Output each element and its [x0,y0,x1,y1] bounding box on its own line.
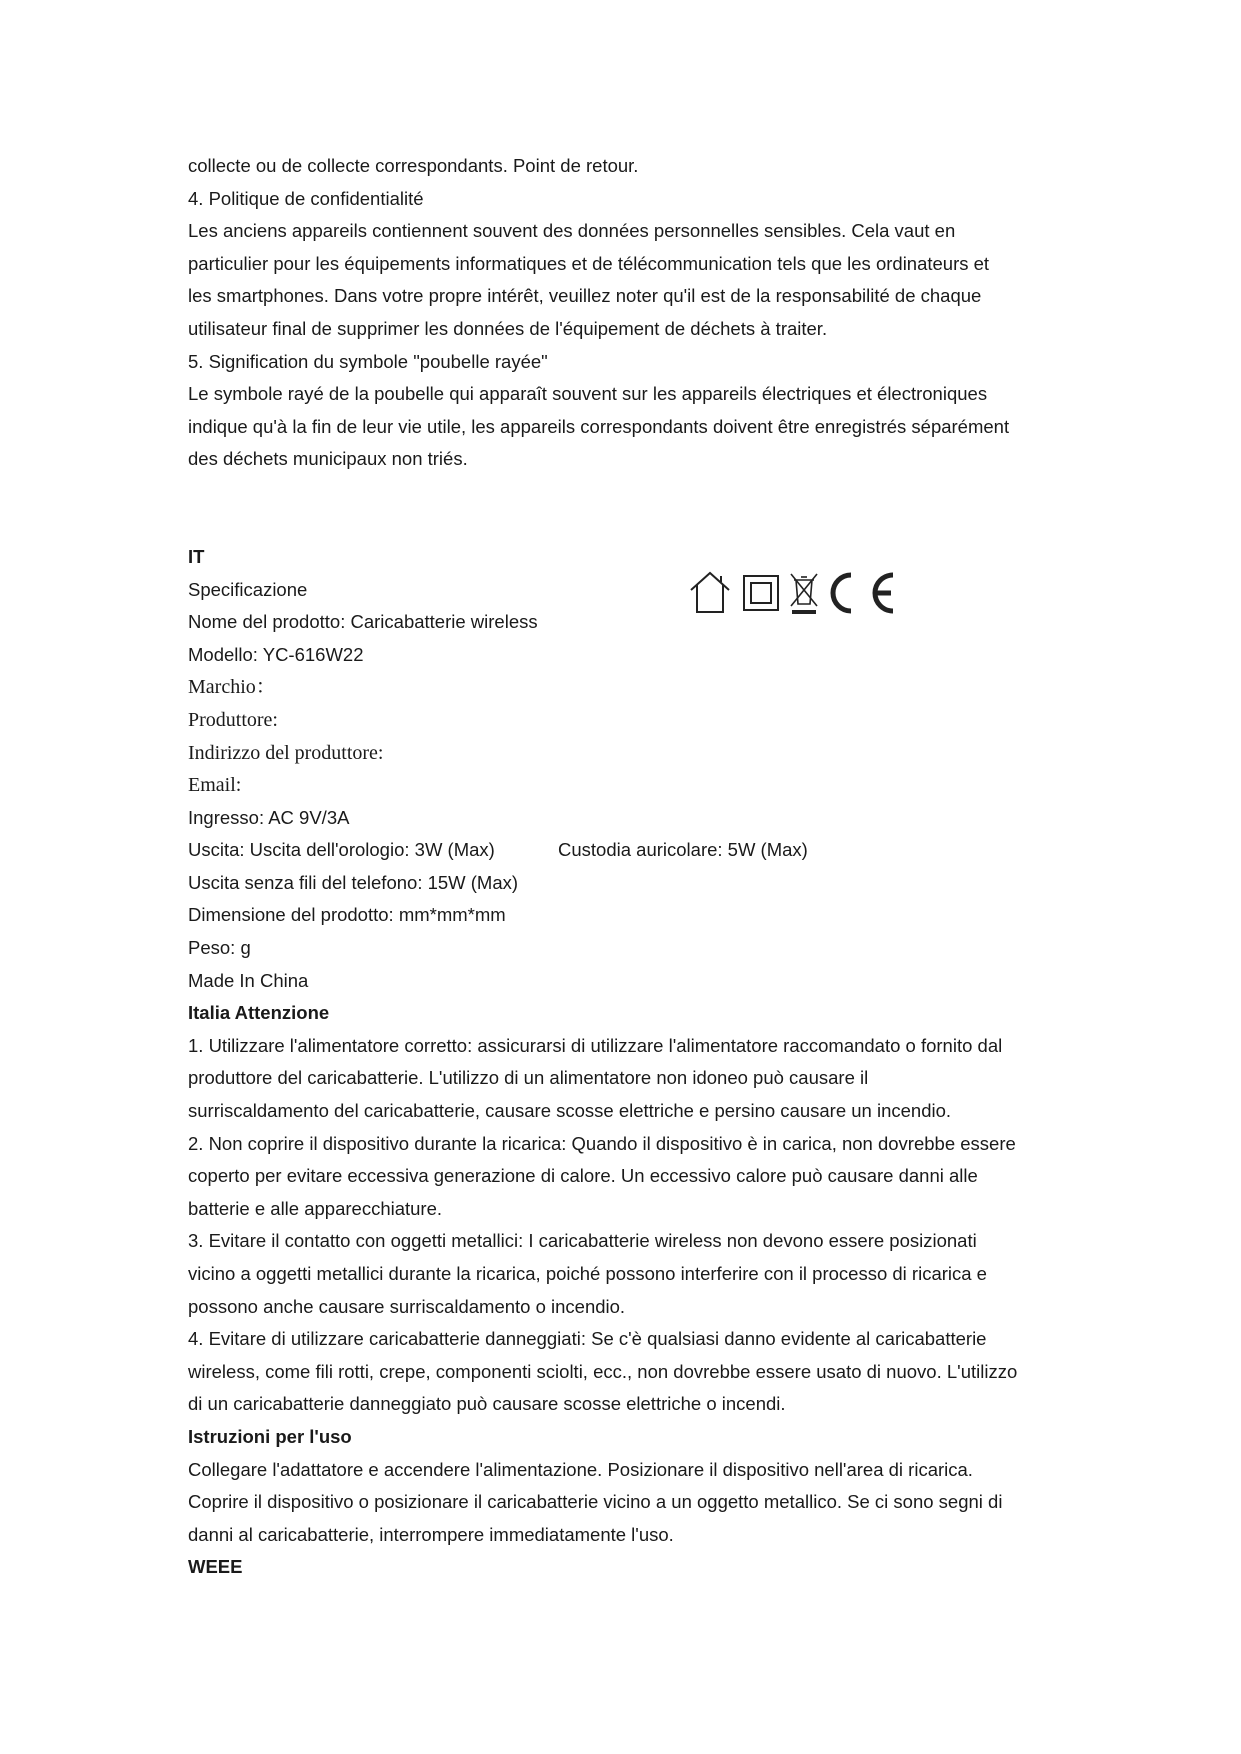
document-page [188,150,1068,1584]
fr-privacy-line: Les anciens appareils contiennent souvent des données personnelles sensibles. Cela vaut en [188,220,956,242]
it-attention-heading: Italia Attenzione [188,1002,330,1024]
it-attention-line: possono anche causare surriscaldamento o incendio. [188,1295,626,1317]
it-output-line [188,834,1068,867]
it-weight: Peso: g [188,937,251,959]
it-attention-line: di un caricabatterie danneggiato può causare scosse elettriche o incendi. [188,1393,786,1415]
it-attention-line: surriscaldamento del caricabatterie, causare scosse elettriche e persino causare un incendio. [188,1100,952,1122]
it-product-name: Nome del prodotto: Caricabatterie wireless [188,611,538,633]
indoor-use-house-icon [691,573,729,612]
it-usage-line: Coprire il dispositivo o posizionare il caricabatterie vicino a un oggetto metallico. Se ci sono segni di [188,1491,1003,1513]
it-output-watch: Uscita: Uscita dell'orologio: 3W (Max) [188,839,495,861]
it-origin: Made In China [188,969,309,991]
it-usage-line: Collegare l'adattatore e accendere l'alimentazione. Posizionare il dispositivo nell'area di ricarica. [188,1458,973,1480]
fr-privacy-line: particulier pour les équipements informatiques et de télécommunication tels que les ordinateurs et [188,252,990,274]
it-attention-line: 4. Evitare di utilizzare caricabatterie danneggiati: Se c'è qualsiasi danno evidente al caricabatterie [188,1328,987,1350]
it-attention-line: batterie e alle apparecchiature. [188,1197,443,1219]
it-dimensions: Dimensione del prodotto: mm*mm*mm [188,904,506,926]
it-manufacturer: Produttore: [188,708,278,731]
it-brand: Marchio： [188,676,276,699]
it-model: Modello: YC-616W22 [188,643,364,665]
fr-symbol-heading: 5. Signification du symbole "poubelle rayée" [188,350,548,372]
it-attention-line: wireless, come fili rotti, crepe, componenti sciolti, ecc., non dovrebbe essere usato di nuovo. L'utilizzo [188,1360,1018,1382]
it-language-code: IT [188,545,205,567]
it-attention-line: 3. Evitare il contatto con oggetti metallici: I caricabatterie wireless non devono essere posizionati [188,1230,977,1252]
it-usage-heading: Istruzioni per l'uso [188,1425,352,1447]
it-email: Email: [188,774,242,797]
it-spec-heading: Specificazione [188,578,308,600]
compliance-symbols [688,568,908,618]
it-attention-line: vicino a oggetti metallici durante la ricarica, poiché possono interferire con il processo di ricarica e [188,1263,987,1284]
fr-symbol-line: indique qu'à la fin de leur vie utile, les appareils correspondants doivent être enregistrés séparément [188,415,1010,437]
it-weee-heading: WEEE [188,1556,243,1578]
it-output-earbuds: Custodia auricolare: 5W (Max) [558,839,808,861]
it-manufacturer-address: Indirizzo del produttore: [188,741,384,764]
fr-symbol-line: Le symbole rayé de la poubelle qui apparaît souvent sur les appareils électriques et électroniques [188,383,988,405]
it-input: Ingresso: AC 9V/3A [188,806,350,828]
ce-mark-icon [833,575,893,611]
section-spacer [188,476,1068,541]
it-attention-line: 2. Non coprire il dispositivo durante la ricarica: Quando il dispositivo è in carica, non dovrebbe essere [188,1132,1016,1154]
it-output-phone: Uscita senza fili del telefono: 15W (Max) [188,871,519,893]
fr-symbol-line: des déchets municipaux non triés. [188,448,468,470]
it-attention-line: 1. Utilizzare l'alimentatore corretto: assicurarsi di utilizzare l'alimentatore raccomandato o fornito dal [188,1034,1003,1056]
it-attention-line: produttore del caricabatterie. L'utilizzo di un alimentatore non idoneo può causare il [188,1067,869,1089]
fr-privacy-line: utilisateur final de supprimer les données de l'équipement de déchets à traiter. [188,317,828,339]
fr-privacy-line: les smartphones. Dans votre propre intérêt, veuillez noter qu'il est de la responsabilité de chaque [188,285,982,307]
double-insulation-icon [744,576,778,610]
fr-privacy-heading: 4. Politique de confidentialité [188,187,424,209]
fr-collection-line: collecte ou de collecte correspondants. Point de retour. [188,155,639,176]
crossed-bin-icon [791,574,817,614]
it-attention-line: coperto per evitare eccessiva generazione di calore. Un eccessivo calore può causare danni alle [188,1165,978,1187]
it-usage-line: danni al caricabatterie, interrompere immediatamente l'uso. [188,1523,674,1545]
